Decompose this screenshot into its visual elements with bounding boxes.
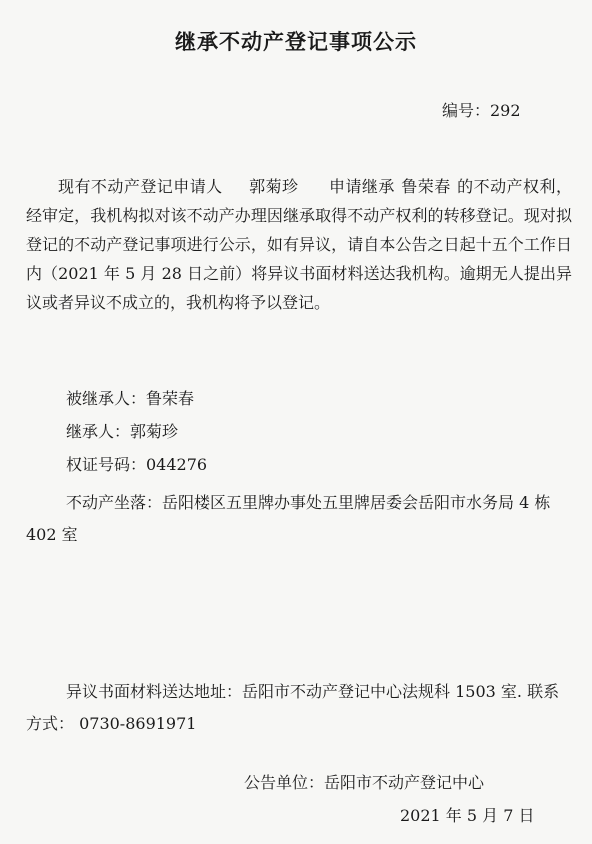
body-text-part1: 现有不动产登记申请人: [58, 177, 223, 196]
decedent-name-inline: 鲁荣春: [400, 177, 451, 196]
notice-date: 2021 年 5 月 7 日: [400, 806, 535, 825]
heir-field: 继承人：郭菊珍: [66, 422, 179, 441]
objection-address: 异议书面材料送达地址：岳阳市不动产登记中心法规科 1503 室. 联系方式： 0730-8691971: [26, 682, 560, 733]
certificate-number-field: 权证号码：044276: [66, 455, 208, 474]
property-location: 不动产坐落：岳阳楼区五里牌办事处五里牌居委会岳阳市水务局 4 栋 402 室: [26, 493, 551, 544]
page-title: 继承不动产登记事项公示: [175, 30, 417, 54]
document-number: 编号：292: [442, 101, 521, 120]
issuing-authority: 公告单位：岳阳市不动产登记中心: [244, 773, 485, 792]
body-text-part3: 的不动产权利，经审定，我机构拟对该不动产办理因继承取得不动产权利的转移登记。现对拟登记的不动产登记事项进行公示，如有异议，请自本公告之日起十五个工作日内（2021 年 5 月 28 日之前）将异议书面材料送达我机构。逾期无人提出异议或者异议不成立的，我机构将予以登记。: [26, 177, 572, 312]
applicant-name: 郭菊珍: [248, 177, 299, 196]
body-text-part2: 申请继承: [328, 177, 395, 196]
notice-body-paragraph: [26, 172, 572, 317]
decedent-field: 被继承人：鲁荣春: [66, 389, 195, 408]
